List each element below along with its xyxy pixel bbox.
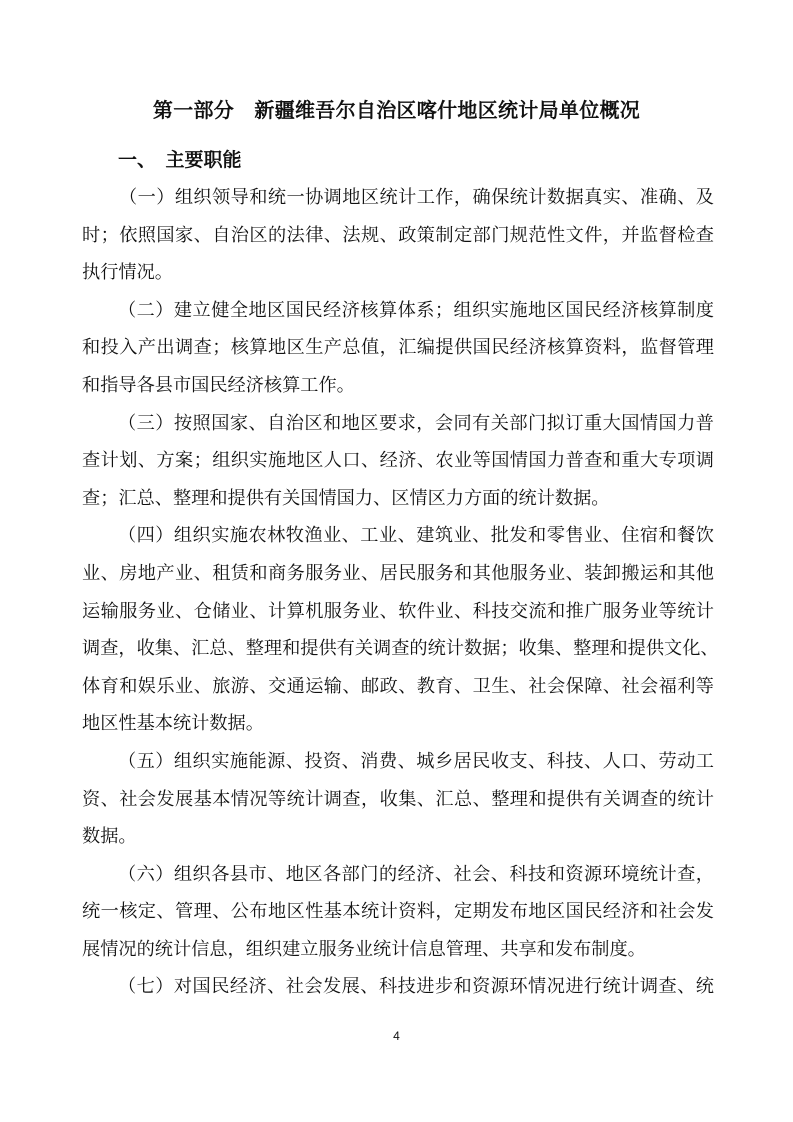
paragraph-5 xyxy=(82,743,714,856)
paragraph-7 xyxy=(118,968,714,1006)
paragraph-1 xyxy=(82,179,714,292)
paragraph-line: 展情况的统计信息，组织建立服务业统计信息管理、共享和发布制度。 xyxy=(82,938,646,960)
paragraph-line: 地区性基本统计数据。 xyxy=(82,713,264,735)
paragraph-line: 体育和娱乐业、旅游、交通运输、邮政、教育、卫生、社会保障、社会福利等 xyxy=(82,675,714,697)
paragraph-line: 查计划、方案；组织实施地区人口、经济、农业等国情国力普查和重大专项调 xyxy=(82,450,714,472)
paragraph-line: （二）建立健全地区国民经济核算体系；组织实施地区国民经济核算制度 xyxy=(118,299,714,321)
paragraph-line: 业、房地产业、租赁和商务服务业、居民服务和其他服务业、装卸搬运和其他 xyxy=(82,562,714,584)
paragraph-3 xyxy=(82,405,714,518)
section-heading: 一、 主要职能 xyxy=(118,149,242,171)
paragraph-2 xyxy=(82,292,714,405)
body-text xyxy=(82,179,719,1006)
page-title: 第一部分 新疆维吾尔自治区喀什地区统计局单位概况 xyxy=(152,98,641,122)
paragraph-line: 运输服务业、仓储业、计算机服务业、软件业、科技交流和推广服务业等统计 xyxy=(82,600,714,622)
paragraph-line: 统一核定、管理、公布地区性基本统计资料，定期发布地区国民经济和社会发 xyxy=(82,901,714,923)
paragraph-line: 资、社会发展基本情况等统计调查，收集、汇总、整理和提供有关调查的统计 xyxy=(82,788,714,810)
paragraph-line: （三）按照国家、自治区和地区要求，会同有关部门拟订重大国情国力普 xyxy=(118,412,714,434)
paragraph-line: （六）组织各县市、地区各部门的经济、社会、科技和资源环境统计查， xyxy=(118,863,714,885)
page-number: 4 xyxy=(393,1029,400,1043)
paragraph-line: （五）组织实施能源、投资、消费、城乡居民收支、科技、人口、劳动工 xyxy=(118,750,714,772)
paragraph-line: 数据。 xyxy=(82,826,137,848)
paragraph-line: 调查，收集、汇总、整理和提供有关调查的统计数据；收集、整理和提供文化、 xyxy=(82,638,719,660)
paragraph-line: （四）组织实施农林牧渔业、工业、建筑业、批发和零售业、住宿和餐饮 xyxy=(118,525,714,547)
paragraph-6 xyxy=(82,856,714,969)
paragraph-line: 查；汇总、整理和提供有关国情国力、区情区力方面的统计数据。 xyxy=(82,487,610,509)
paragraph-line: 和投入产出调查；核算地区生产总值，汇编提供国民经济核算资料，监督管理 xyxy=(82,337,714,359)
paragraph-line: （一）组织领导和统一协调地区统计工作，确保统计数据真实、准确、及 xyxy=(119,187,714,208)
paragraph-line: 时；依照国家、自治区的法律、法规、政策制定部门规范性文件，并监督检查 xyxy=(82,224,714,246)
paragraph-line: 和指导各县市国民经济核算工作。 xyxy=(82,374,355,396)
paragraph-line: 执行情况。 xyxy=(82,262,173,284)
paragraph-4 xyxy=(82,517,719,743)
paragraph-line: （七）对国民经济、社会发展、科技进步和资源环情况进行统计调查、统 xyxy=(118,976,714,998)
